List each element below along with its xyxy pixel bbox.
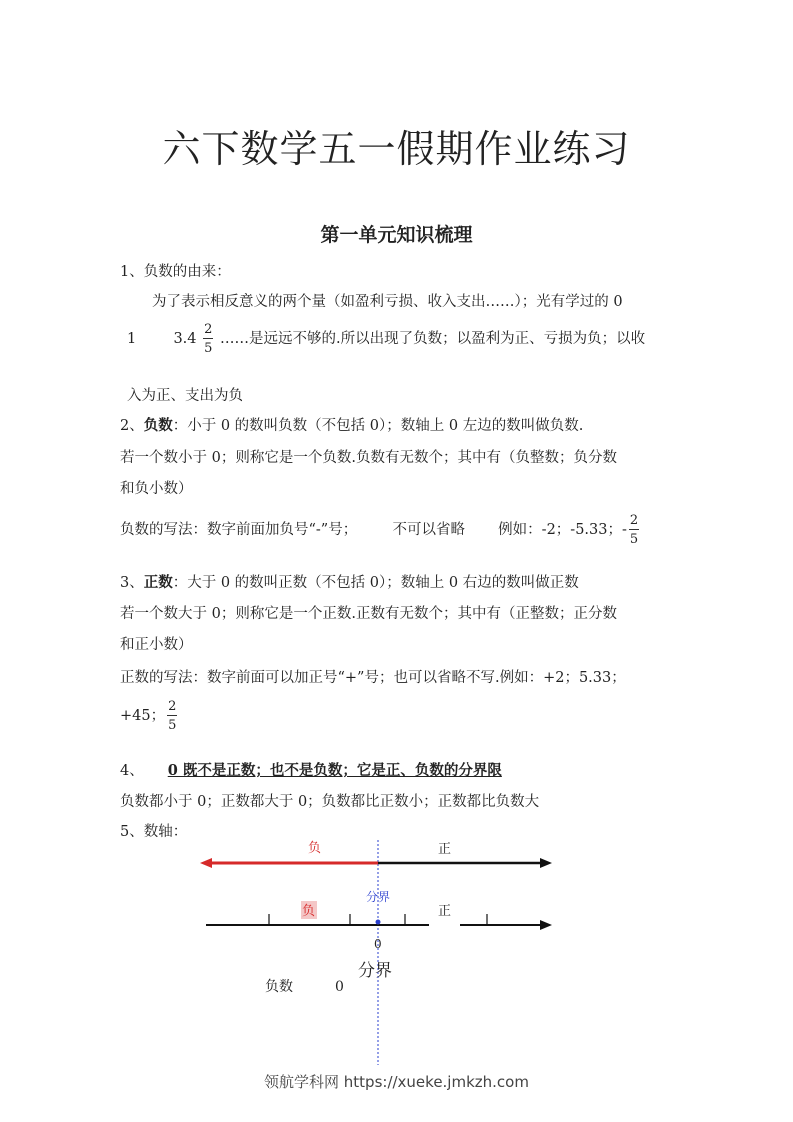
section4-line2: 负数都小于 0；正数都大于 0；负数都比正数小；正数都比负数大 [120, 794, 540, 810]
term-positive: 正数 [143, 574, 173, 591]
zero-mark-label: 0 [374, 937, 382, 951]
section1-paragraph-line2 [127, 323, 645, 355]
section3-line3: 和正小数） [120, 637, 193, 653]
axis-arrowhead [540, 920, 552, 930]
page-title: 六下数学五一假期作业练习 [162, 127, 631, 171]
unit-heading: 第一单元知识梳理 [320, 224, 473, 246]
fraction-neg-two-fifths: $\frac{2}{5}$ [629, 513, 639, 547]
fraction-two-fifths: $\frac{2}{5}$ [204, 322, 213, 356]
term-negative: 负数 [143, 417, 173, 434]
section3-definition: 3、正数：大于 0 的数叫正数（不包括 0）；数轴上 0 右边的数叫做正数 [120, 574, 579, 591]
negative-label-top: 负 [308, 841, 322, 856]
section2-line2: 若一个数小于 0；则称它是一个负数.负数有无数个；其中有（负整数；负分数 [120, 450, 617, 466]
zero-label: 0 [335, 979, 344, 995]
negative-numbers-label: 负数 [265, 979, 293, 995]
positive-label-mid: 正 [438, 904, 452, 919]
positive-arrowhead [540, 858, 552, 868]
section1-paragraph-line1: 为了表示相反意义的两个量（如盈利亏损、收入支出……）；光有学过的 0 [152, 294, 623, 310]
section1-heading: 1、负数的由来： [120, 264, 231, 280]
number-line-diagram [190, 835, 570, 1070]
section4-statement: 4、 0 既不是正数；也不是负数；它是正、负数的分界限 [120, 762, 502, 779]
section3-line2: 若一个数大于 0；则称它是一个正数.正数有无数个；其中有（正整数；正分数 [120, 606, 617, 622]
section3-writing-rule: 正数的写法：数字前面可以加正号“+”号；也可以省略不写.例如：+2；5.33； [120, 670, 626, 686]
section1-paragraph-text: ……是远远不够的.所以出现了负数；以盈利为正、亏损为负；以收 [220, 331, 646, 347]
section2-writing-rule: 负数的写法：数字前面加负号“-”号； 不可以省略 例如：-2；-5.33；- $\frac{2}{5}$ [120, 513, 639, 547]
boundary-label-small: 分界 [366, 890, 391, 904]
section2-line3: 和负小数） [120, 481, 193, 497]
negative-arrowhead [200, 858, 212, 868]
footer-watermark: 领航学科网 https://xueke.jmkzh.com [264, 1073, 529, 1091]
boundary-label-large: 分界 [358, 961, 392, 981]
origin-point [376, 920, 381, 925]
negative-label-mid: 负 [302, 904, 316, 919]
section5-heading: 5、数轴： [120, 824, 188, 840]
positive-label-top: 正 [438, 842, 452, 857]
section3-example: +45； $\frac{2}{5}$ [120, 699, 177, 733]
number-three-point-four: 3.4 [173, 331, 197, 347]
fraction-two-fifths-positive: $\frac{2}{5}$ [168, 699, 177, 733]
section1-paragraph-line3: 入为正、支出为负 [127, 388, 243, 404]
zero-boundary-statement: 0 既不是正数；也不是负数；它是正、负数的分界限 [167, 762, 502, 779]
number-one: 1 [127, 331, 137, 347]
section2-definition: 2、负数：小于 0 的数叫负数（不包括 0）；数轴上 0 左边的数叫做负数. [120, 417, 584, 434]
